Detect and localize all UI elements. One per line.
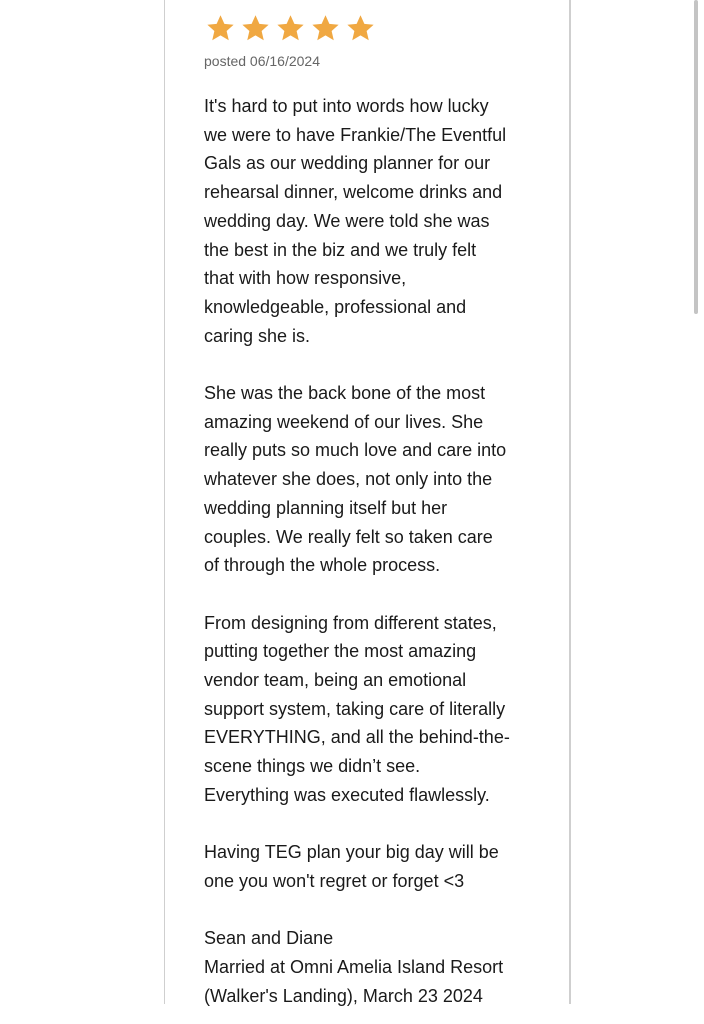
posted-date: posted 06/16/2024 xyxy=(204,53,320,69)
review-paragraph: Having TEG plan your big day will be one you won't regret or forget <3 xyxy=(204,842,499,891)
review-signature: Sean and Diane Married at Omni Amelia Island Resort (Walker's Landing), March 23 2024 xyxy=(204,928,504,1006)
star-rating xyxy=(204,12,554,44)
review-paragraph: From designing from different states, putting together the most amazing vendor team, being an emotional support system, taking care of literally EVERYTHING, and all the behind-the- scene things we didn’t see. Everything was executed flawlessly. xyxy=(204,612,510,805)
review-card xyxy=(204,12,554,1010)
review-paragraph: It's hard to put into words how lucky we were to have Frankie/The Eventful Gals as our wedding planner for our rehearsal dinner, welcome drinks and wedding day. We were told she was the best in the biz and we truly felt that with how responsive, knowledgeable, professional and caring she is. xyxy=(204,96,507,346)
star-icon xyxy=(309,13,342,43)
review-body xyxy=(204,92,554,1010)
star-icon xyxy=(344,13,377,43)
review-paragraph: She was the back bone of the most amazing weekend of our lives. She really puts so much love and care into whatever she does, not only into the wedding planning itself but her couples. We really felt so taken care of through the whole process. xyxy=(204,383,507,576)
star-icon xyxy=(274,13,307,43)
card-left-border xyxy=(164,0,165,1004)
card-right-border xyxy=(569,0,571,1004)
star-icon xyxy=(239,13,272,43)
scrollbar-thumb[interactable] xyxy=(694,0,698,314)
star-icon xyxy=(204,13,237,43)
